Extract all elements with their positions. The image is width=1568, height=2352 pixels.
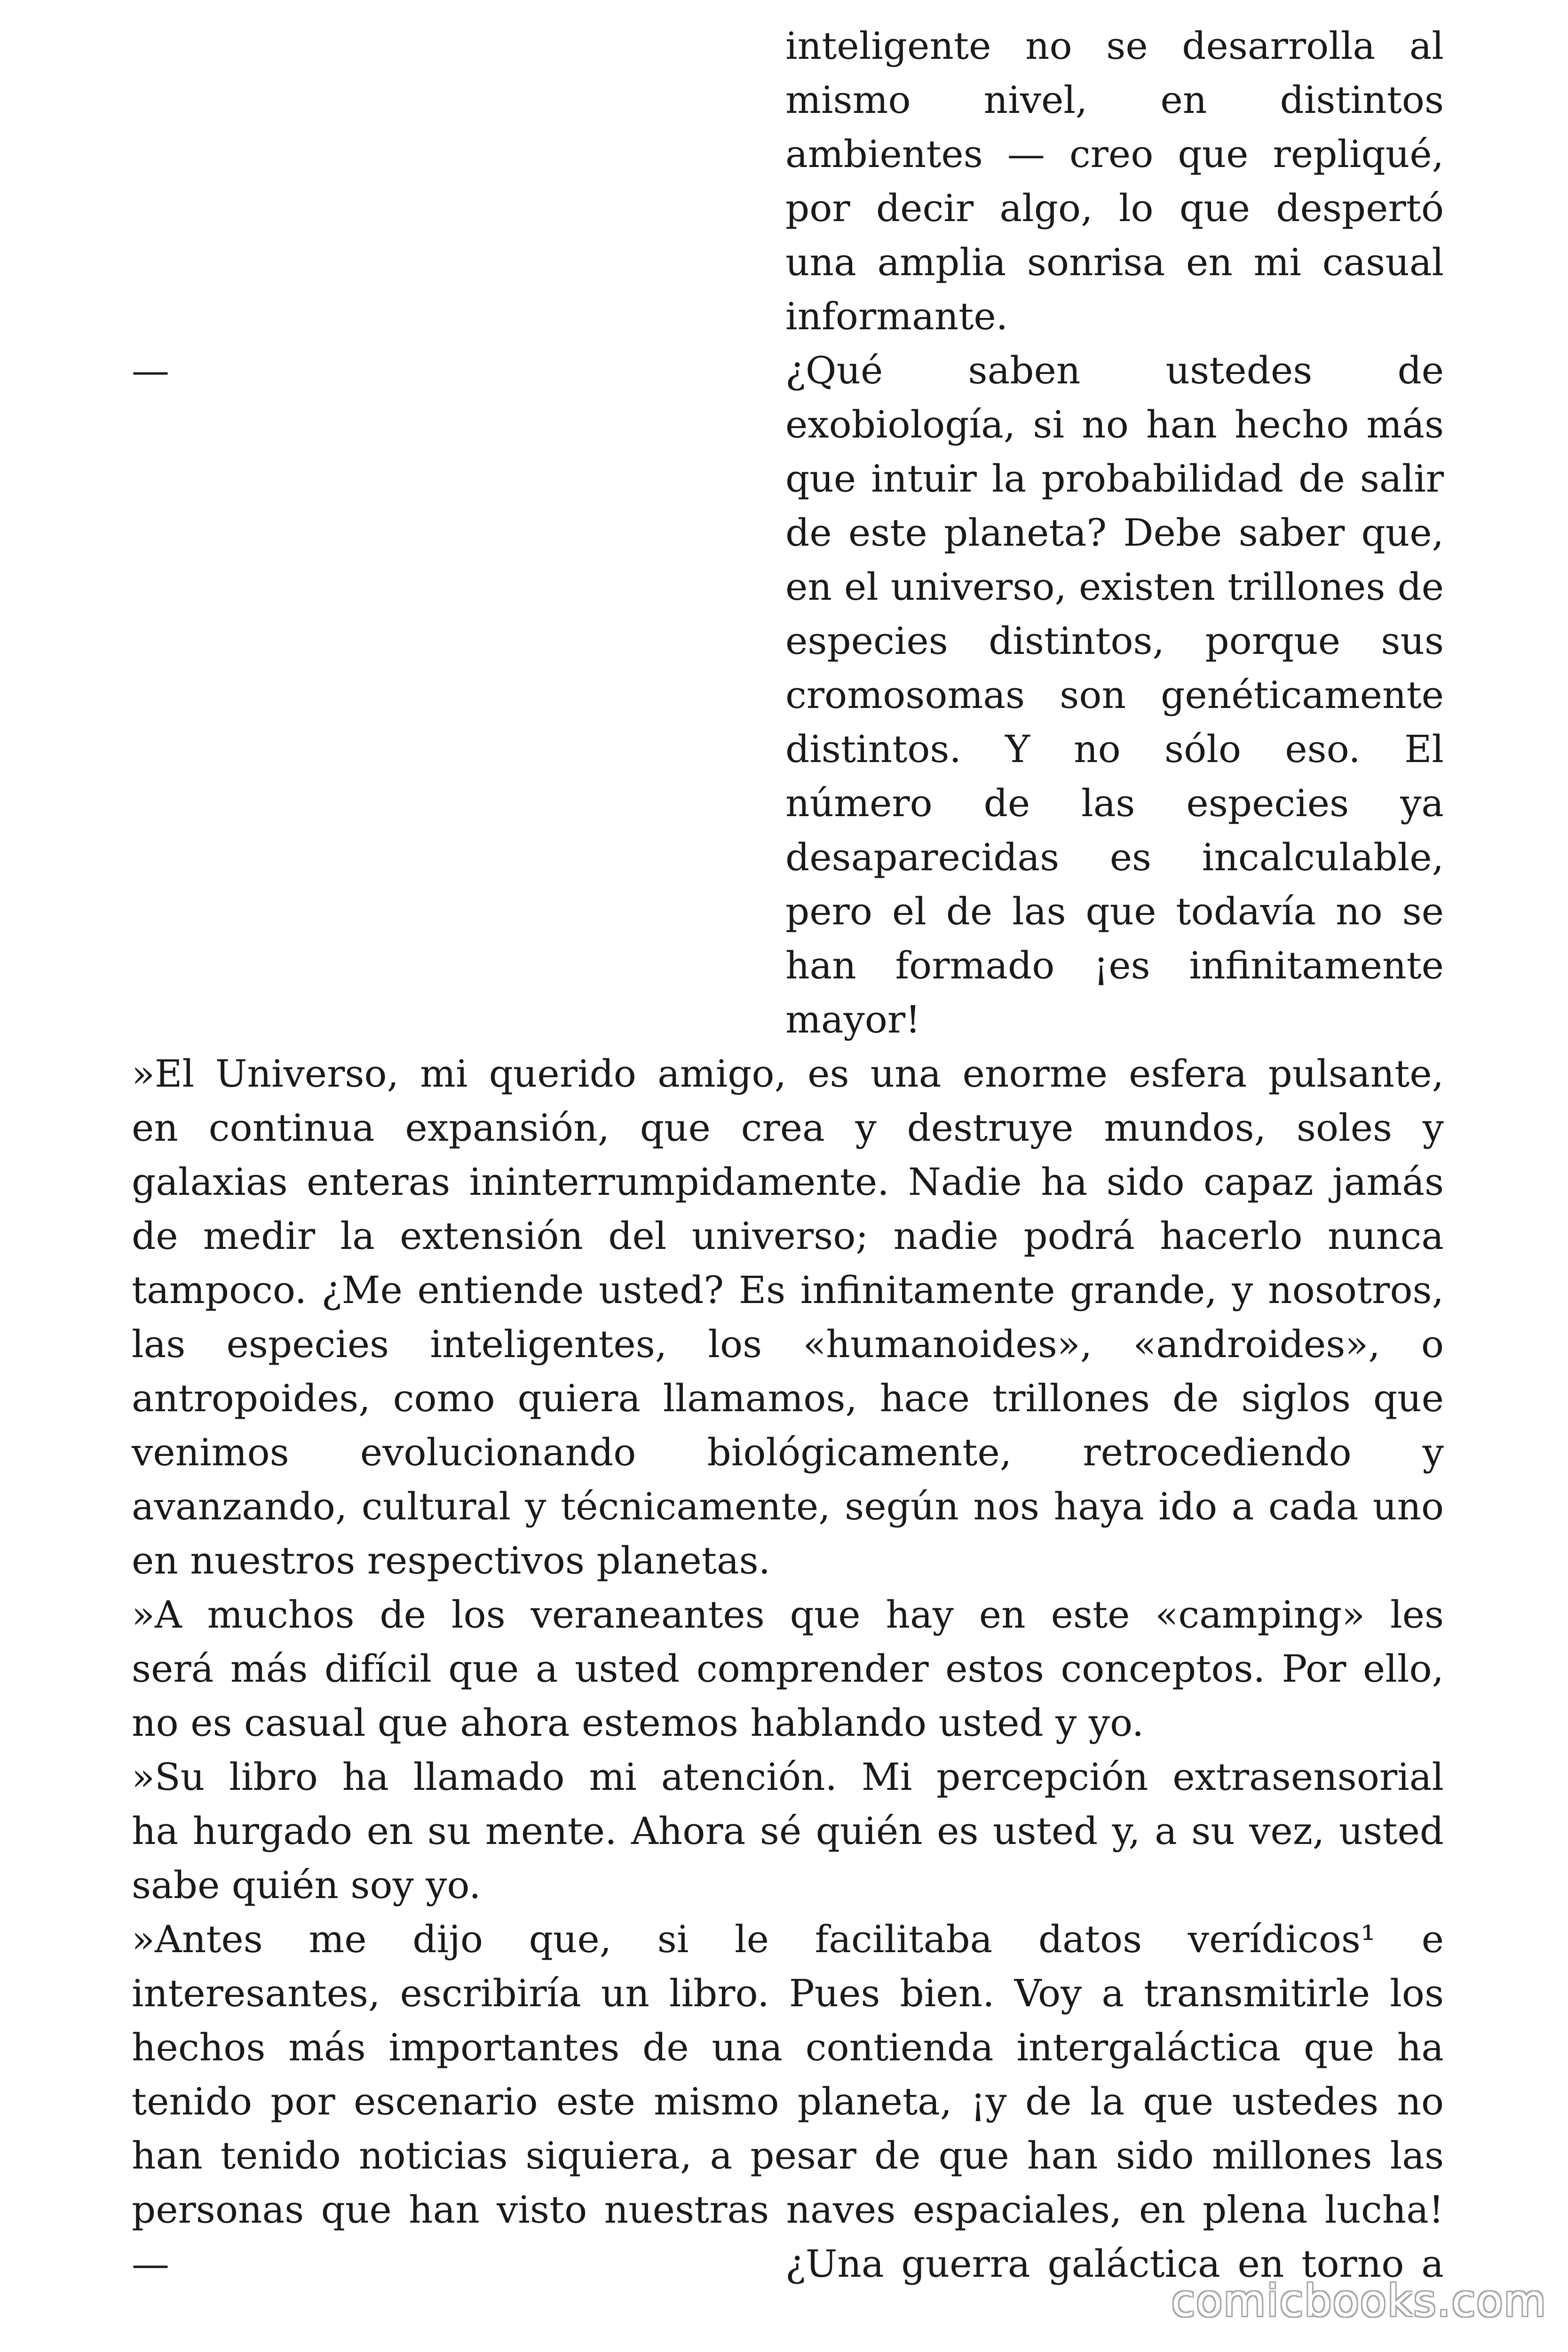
text-line: por decir algo, lo que despertó (785, 186, 1444, 230)
text-line: hechos más importantes de una contienda intergaláctica que ha (132, 2026, 1444, 2069)
text-line: han formado ¡es infinitamente (785, 944, 1444, 987)
text-line: sabe quién soy yo. (132, 1863, 481, 1907)
text-line: interesantes, escribiría un libro. Pues bien. Voy a transmitirle los (132, 1971, 1444, 2015)
text-line: mismo nivel, en distintos (785, 78, 1444, 122)
text-line: especies distintos, porque sus (785, 619, 1444, 663)
text-line: inteligente no se desarrolla al (785, 24, 1444, 68)
text-line: venimos evolucionando biológicamente, retrocediendo y (132, 1430, 1444, 1474)
text-line: informante. (785, 294, 1008, 338)
text-line: tenido por escenario este mismo planeta, ¡y de la que ustedes no (132, 2080, 1444, 2123)
text-line: en nuestros respectivos planetas. (132, 1539, 771, 1582)
text-line: desaparecidas es incalculable, (785, 835, 1444, 879)
text-line: galaxias enteras ininterrumpidamente. Nadie ha sido capaz jamás (132, 1160, 1444, 1204)
text-line: ¿Una guerra galáctica en torno a (785, 2242, 1444, 2286)
paragraph (132, 1047, 1444, 1588)
text-line: »Antes me dijo que, si le facilitaba datos verídicos¹ e (132, 1917, 1444, 1961)
text-line: »Su libro ha llamado mi atención. Mi percepción extrasensorial (132, 1755, 1444, 1799)
text-line: en continua expansión, que crea y destruye mundos, soles y (132, 1106, 1444, 1150)
text-line: una amplia sonrisa en mi casual (785, 240, 1444, 284)
text-line: en el universo, existen trillones de (785, 565, 1444, 609)
text-line: exobiología, si no han hecho más (785, 403, 1444, 446)
text-line: no es casual que ahora estemos hablando usted y yo. (132, 1701, 1144, 1745)
paragraph (132, 1912, 1444, 2237)
dialogue-dash: — (132, 2242, 169, 2286)
text-line: de medir la extensión del universo; nadie podrá hacerlo nunca (132, 1214, 1444, 1258)
text-line: pero el de las que todavía no se (785, 890, 1444, 933)
text-line: número de las especies ya (785, 781, 1444, 825)
text-line: han tenido noticias siquiera, a pesar de que han sido millones las (132, 2134, 1444, 2177)
text-line: será más difícil que a usted comprender estos conceptos. Por ello, (132, 1647, 1444, 1691)
dialogue-paragraph (785, 343, 1444, 1047)
text-line: ¿Qué saben ustedes de (785, 349, 1444, 392)
text-line: que intuir la probabilidad de salir (785, 457, 1444, 501)
text-line: de este planeta? Debe saber que, (785, 511, 1444, 555)
text-line: avanzando, cultural y técnicamente, según nos haya ido a cada uno (132, 1485, 1444, 1528)
dialogue-dash: — (132, 349, 169, 392)
text-line: »A muchos de los veraneantes que hay en este «camping» les (132, 1593, 1444, 1637)
text-line: ambientes — creo que repliqué, (785, 132, 1444, 176)
dialogue-continuation (785, 19, 1444, 343)
text-line: ha hurgado en su mente. Ahora sé quién es usted y, a su vez, usted (132, 1809, 1444, 1853)
paragraph (132, 1588, 1444, 1750)
text-line: antropoides, como quiera llamamos, hace trillones de siglos que (132, 1376, 1444, 1420)
watermark: comicbooks.com (1171, 2276, 1547, 2326)
text-line: distintos. Y no sólo eso. El (785, 727, 1444, 771)
text-line: »El Universo, mi querido amigo, es una enorme esfera pulsante, (132, 1052, 1444, 1096)
text-line: tampoco. ¿Me entiende usted? Es infinitamente grande, y nosotros, (132, 1268, 1444, 1312)
paragraph (132, 1750, 1444, 1912)
text-line: las especies inteligentes, los «humanoides», «androides», o (132, 1322, 1444, 1366)
text-line: cromosomas son genéticamente (785, 673, 1444, 717)
text-line: personas que han visto nuestras naves espaciales, en plena lucha! (132, 2188, 1444, 2232)
text-line: mayor! (785, 998, 921, 1041)
